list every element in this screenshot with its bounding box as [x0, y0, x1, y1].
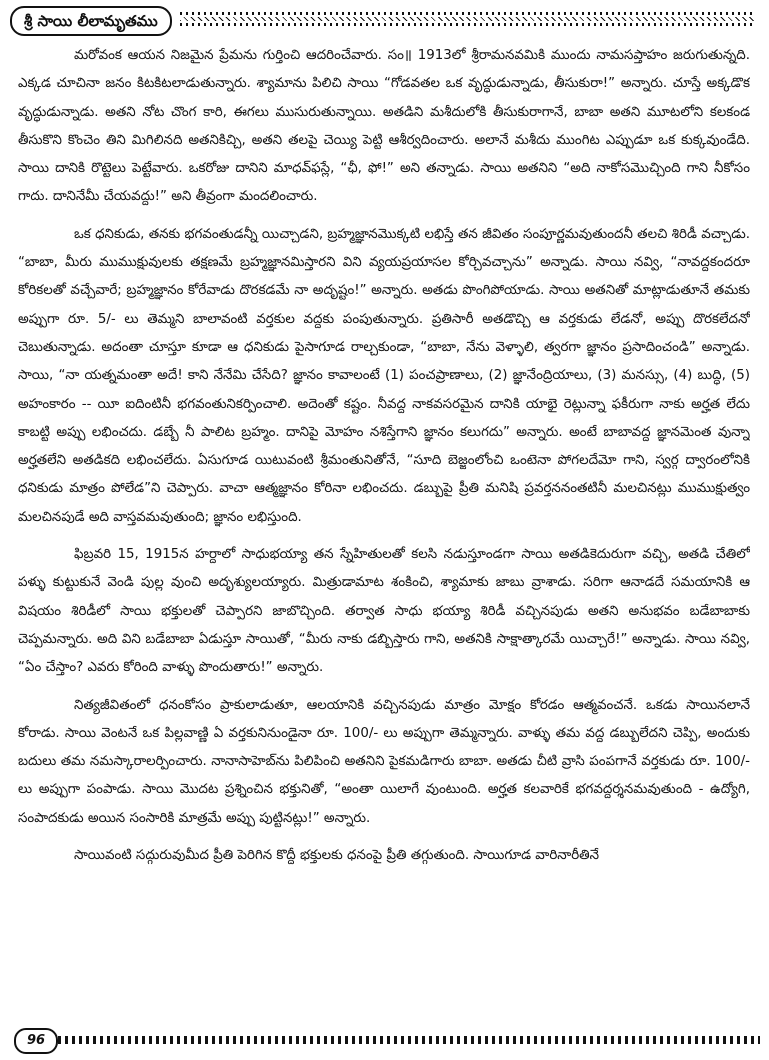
header-decorative-border [180, 12, 755, 26]
paragraph-3: ఫిబ్రవరి 15, 1915న హర్దాలో సాధుభయ్యా తన స్నేహితులతో కలసి నడుస్తూండగా సాయి అతడికెదురుగా వచ్చి, అతడి చేతిలో పళ్ళు కుట్టుకునే వెండి పుల్ల వుంచి అదృశ్యులయ్యారు. మిత్రుడామాట శంకించి, శ్యామాకు జాబు వ్రాశాడు. సరిగా ఆనాడదే సమయానికి ఆ విషయం శిరిడీలో సాయి భక్తులతో చెప్పారని జాబొచ్చింది. తర్వాత సాధు భయ్యా శిరిడీ వచ్చినపుడు అతని అనుభవం బడేబాబాకు చెప్పమన్నారు. అది విని బడేబాబా ఏడుస్తూ సాయితో, “మీరు నాకు డబ్బిస్తారు గాని, అతనికి సాక్షాత్కారమే యిచ్చారే!” అన్నాడు. సాయి నవ్వి, “ఏం చేస్తాం? ఎవరు కోరింది వాళ్ళు పొందుతారు!” అన్నారు. [18, 547, 750, 676]
paragraph-4: నిత్యజీవితంలో ధనంకోసం ప్రాకులాడుతూ, ఆలయానికి వచ్చినపుడు మాత్రం మోక్షం కోరడం ఆత్మవంచనే. ఒకడు సాయినలానే కోరాడు. సాయి వెంటనే ఒక పిల్లవాణ్ణి ఏ వర్తకునినుండైనా రూ. 100/- లు అప్పుగా తెమ్మన్నారు. వాళ్ళు తమ వద్ద డబ్బులేదని చెప్పి, అందుకు బదులు తమ నమస్కారాలర్పించారు. నానాసాహెబ్‌ను పిలిపించి అతనిని పైకమడిగారు బాబా. అతడు చీటి వ్రాసి పంపగానే వర్తకుడు రూ. 100/-లు అప్పుగా పంపాడు. సాయి మొదట ప్రశ్నించిన భక్తునితో, “అంతా యిలాగే వుంటుంది. అర్హత కలవారికే భగవద్దర్శనమవుతుంది - ఉద్యోగి, సంపాదకుడు అయిన సంసారికి మాత్రమే అప్పు పుట్టినట్లు!” అన్నారు. [18, 697, 750, 826]
paragraph-5: సాయివంటి సద్గురువుమీద ప్రీతి పెరిగిన కొద్దీ భక్తులకు ధనంపై ప్రీతి తగ్గుతుంది. సాయిగూడ వారినారీతినే [74, 848, 600, 864]
running-title: శ్రీ సాయి లీలామృతము [10, 6, 172, 36]
page-number: 96 [14, 1028, 58, 1054]
footer-decorative-border [58, 1036, 760, 1044]
paragraph-2: ఒక ధనికుడు, తనకు భగవంతుడన్నీ యిచ్చాడని, బ్రహ్మజ్ఞానమొక్కటి లభిస్తే తన జీవితం సంపూర్ణమవుతుందనీ తలచి శిరిడీ వచ్చాడు. “బాబా, మీరు ముముక్షువులకు తక్షణమే బ్రహ్మజ్ఞానమిస్తారని విని వ్యయప్రయాసల కోర్చివచ్చాను” అన్నాడు. సాయి నవ్వి, “నావద్దకందరూ కోరికలతో వచ్చేవారే; బ్రహ్మజ్ఞానం కోరేవాడు దొరకడమే నా అదృష్టం!” అన్నారు. అతడు పొంగిపోయాడు. సాయి అతనితో మాట్లాడుతూనే తమకు అప్పుగా రూ. 5/- లు తెమ్మని బాలావంటి వర్తకుల వద్దకు పంపుతున్నారు. ప్రతిసారీ అతడొచ్చి ఆ వర్తకుడు లేడనో, అప్పు దొరకలేదనో చెబుతున్నాడు. అదంతా చూస్తూ కూడా ఆ ధనికుడు పైసాగూడ రాల్చకుండా, “బాబా, నేను వెళ్ళాలి, త్వరగా జ్ఞానం ప్రసాదించండి” అన్నాడు. సాయి, “నా యత్నమంతా అదే! కాని నేనేమి చేసేది? జ్ఞానం కావాలంటే (1) పంచప్రాణాలు, (2) జ్ఞానేంద్రియాలు, (3) మనస్సు, (4) బుద్ధి, (5) అహంకారం -- యీ ఐదింటినీ భగవంతునికర్పించాలి. అదెంతో కష్టం. నీవద్ద నాకవసరమైన దానికి యాభై రెట్లున్నా ఫకీరుగా నాకు అర్హత లేదు కాబట్టి అప్పు లభించదు. డబ్బే నీ పాలిట బ్రహ్మం. దానిపై మోహం నశిస్తేగాని జ్ఞానం కలుగదు” అన్నారు. అంటే బాబావద్ద జ్ఞానమెంత వున్నా అర్హతలేని అతడికది లభించలేదు. ఏసుగూడ యిటువంటి శ్రీమంతునితోనే, “సూది బెజ్జంలోంచి ఒంటెనా పోగలదేమో గాని, స్వర్గ ద్వారంలోనికి ధనికుడు మాత్రం పోలేడ”ని చెప్పారు. వాచా ఆత్మజ్ఞానం కోరినా లభించదు. డబ్బుపై ప్రీతి మనిషి ప్రవర్తననంతటినీ మలచినట్లు ముముక్షుత్వం మలచినపుడే అది వాస్తవమవుతుంది; జ్ఞానం లభిస్తుంది. [18, 226, 750, 525]
page-footer [8, 1028, 760, 1052]
page-header [10, 6, 755, 36]
paragraph-1: మరోవంక ఆయన నిజమైన ప్రేమను గుర్తించి ఆదరించేవారు. సం॥ 1913లో శ్రీరామనవమికి ముందు నామసప్తాహం జరుగుతున్నది. ఎక్కడ చూచినా జనం కిటకిటలాడుతున్నారు. శ్యామాను పిలిచి సాయి “గోడవతల ఒక వృద్ధుడున్నాడు, తీసుకురా!” అన్నారు. చూస్తే అక్కడొక వృద్ధుడున్నాడు. అతని నోట చొంగ కారి, ఈగలు ముసురుతున్నాయి. అతడిని మశీదులోకి తీసుకురాగానే, బాబా అతని మూటలోని కలకండ తీసుకొని కొంచెం తిని మిగిలినది అతనికిచ్చి, అతని తలపై చెయ్యి పెట్టి ఆశీర్వదించారు. అలానే మశీదు ముంగిట ఎప్పుడూ ఒక కుక్కవుండేది. సాయి దానికి రొట్టెలు పెట్టేవారు. ఒకరోజు దానిని మాధవ్‌ఫస్లే, “ఛీ, ఫో!” అని తన్నాడు. సాయి అతనిని “అది నాకోసమొచ్చింది గాని నీకోసం గాదు. దానినేమీ చేయవద్దు!” అని తీవ్రంగా మందలించారు. [18, 48, 750, 205]
page-body [18, 42, 750, 1022]
